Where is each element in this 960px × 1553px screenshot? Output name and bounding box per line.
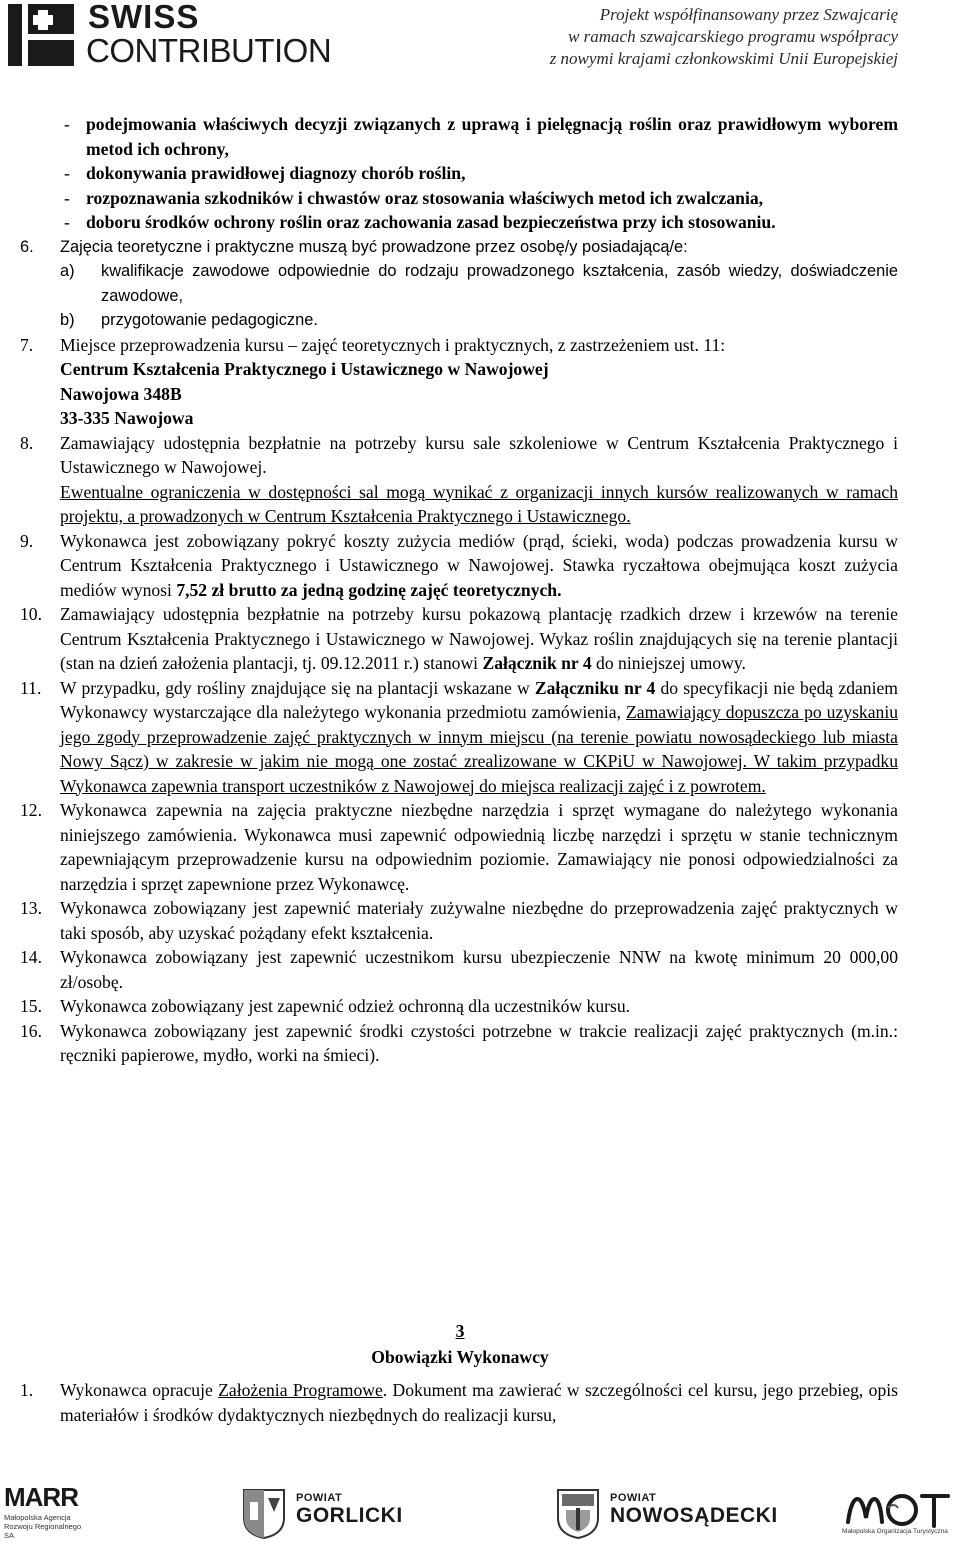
- document-body: [0, 112, 960, 1068]
- numbered-item-6: [0, 235, 960, 260]
- item-text: W przypadku, gdy rośliny znajdujące się na plantacji wskazane w: [60, 677, 535, 698]
- page-footer: [0, 1478, 960, 1552]
- powiat-label: POWIAT: [610, 1492, 657, 1504]
- item-text-cont: . Dokument ma zawierać w szczególności cel kursu, jego przebieg, opis materiałów i środków dydaktycznych niezbędnych do realizacji kursu,: [60, 1380, 899, 1425]
- item-text: Miejsce przeprowadzenia kursu – zajęć teoretycznych i praktycznych, z zastrzeżeniem ust. 11:: [60, 334, 726, 355]
- sub-item-b: [0, 308, 960, 333]
- dash-item-text: doboru środków ochrony roślin oraz zachowania zasad bezpieczeństwa przy ich stosowaniu.: [86, 212, 776, 232]
- sub-item-text: przygotowanie pedagogiczne.: [101, 311, 318, 329]
- address-line-3: 33-335 Nawojowa: [60, 408, 194, 428]
- sub-item-a: [0, 259, 960, 308]
- powiat-label: POWIAT: [296, 1492, 343, 1504]
- item-text: Wykonawca zapewnia na zajęcia praktyczne niezbędne narzędzia i sprzęt wymagane do należytego wykonania niniejszego zamówienia. Wykonawca musi zapewnić odpowiednią liczbę narzędzi i sprzętu w stanie technicznym zapewniającym przeprowadzenie kursu na odpowiednim poziomie. Zamawiający nie ponosi odpowiedzialności za narzędzia i sprzęt zapewnione przez Wykonawcę.: [60, 800, 898, 894]
- item-underlined-text: Założenia Programowe: [218, 1380, 383, 1400]
- numbered-item-15: [0, 994, 960, 1019]
- item-text: Wykonawca zobowiązany jest zapewnić odzież ochronną dla uczestników kursu.: [60, 996, 631, 1016]
- sub-item-text: kwalifikacje zawodowe odpowiednie do rodzaju prowadzonego kształcenia, zasób wiedzy, doświadczenie zawodowe,: [101, 262, 898, 305]
- powiat-name: GORLICKI: [296, 1504, 403, 1527]
- swiss-cross-icon: [8, 4, 74, 66]
- section-number: [0, 1318, 920, 1344]
- numbered-item-9: [0, 529, 960, 603]
- item-text: Zajęcia teoretyczne i praktyczne muszą być prowadzone przez osobę/y posiadającą/e:: [60, 237, 688, 256]
- item-text: Wykonawca zobowiązany jest zapewnić środki czystości potrzebne w trakcie realizacji zajęć praktycznych (m.in.: ręczniki papierowe, mydło, worki na śmieci).: [60, 1020, 898, 1065]
- section-3-body: [0, 1378, 960, 1427]
- item-text: Zamawiający udostępnia bezpłatnie na potrzeby kursu pokazową plantację rzadkich drzew i krzewów na terenie Centrum Kształcenia Praktycznego i Ustawicznego w Nawojowej. Wykaz roślin znajdujących się na terenie plantacji (stan na dzień założenia plantacji, tj. 09.12.2011 r.) stanowi: [60, 604, 898, 673]
- numbered-item-13: [0, 896, 960, 945]
- item-underlined-text: Ewentualne ograniczenia w dostępności sal mogą wynikać z organizacji innych kursów realizowanych w ramach projektu, a prowadzonych w Centrum Kształcenia Praktycznego i Ustawicznego.: [60, 481, 898, 526]
- logo-line-swiss: SWISS: [88, 0, 200, 35]
- section-3-item-1: [0, 1378, 960, 1427]
- numbered-item-10: [0, 602, 960, 676]
- numbered-item-8: [0, 431, 960, 529]
- powiat-gorlicki-logo: [242, 1482, 432, 1546]
- dash-list-item: [0, 186, 960, 211]
- powiat-name: NOWOSĄDECKI: [610, 1504, 778, 1527]
- item-number: 7.: [20, 334, 34, 355]
- sub-item-label: a): [60, 262, 75, 280]
- dash-list-item: [0, 161, 960, 186]
- item-underlined-text: Zamawiający dopuszcza po uzyskaniu jego zgody przeprowadzenie zajęć praktycznych w innym miejscu (na terenie powiatu nowosądeckiego lub miasta Nowy Sącz) w zakresie w jakim nie mogą one zostać zrealizowane w CKPiU w Nawojowej. W takim przypadku Wykonawca zapewnia transport uczestników z Nawojowej do miejsca realizacji zajęć i z powrotem.: [60, 702, 899, 796]
- item-number: 11.: [20, 677, 42, 698]
- numbered-item-12: [0, 798, 960, 896]
- item-number: 1.: [20, 1380, 34, 1400]
- item-number: 13.: [20, 898, 42, 918]
- item-text: Wykonawca zobowiązany jest zapewnić materiały zużywalne niezbędne do przeprowadzenia zajęć praktycznych w taki sposób, aby uzyskać pożądany efekt kształcenia.: [60, 898, 898, 943]
- item-number: 15.: [20, 996, 42, 1016]
- dash-bullet: -: [64, 212, 70, 232]
- swiss-contribution-logo: [8, 2, 338, 68]
- cofinancing-note-line-3: z nowymi krajami członkowskimi Unii Europejskiej: [549, 49, 898, 68]
- numbered-item-14: [0, 945, 960, 994]
- item-number: 8.: [20, 432, 34, 453]
- item-bold-text: 7,52 zł brutto za jedną godzinę zajęć teoretycznych.: [176, 579, 562, 600]
- marr-logo: [4, 1482, 84, 1542]
- item-text: Wykonawca jest zobowiązany pokryć koszty zużycia mediów (prąd, ścieki, woda) podczas prowadzenia kursu w Centrum Kształcenia Praktycznego i Ustawicznego w Nawojowej. Stawka ryczałtowa obejmująca koszt zużycia mediów wynosi: [60, 530, 898, 600]
- item-number: 10.: [20, 604, 42, 624]
- logo-line-contribution: CONTRIBUTION: [86, 32, 332, 69]
- item-number: 6.: [20, 237, 34, 256]
- dash-bullet: -: [64, 114, 70, 134]
- cofinancing-note-line-1: Projekt współfinansowany przez Szwajcarię: [599, 5, 898, 24]
- numbered-item-16: [0, 1019, 960, 1068]
- item-tail-text: do niniejszej umowy.: [591, 653, 746, 673]
- item-text-cont: do specyfikacji nie będą zdaniem Wykonawcy wystarczające dla należytego wykonania przedmiotu zamówienia,: [60, 677, 898, 722]
- sub-item-label: b): [60, 311, 75, 329]
- item-text: Zamawiający udostępnia bezpłatnie na potrzeby kursu sale szkoleniowe w Centrum Kształcenia Praktycznego i Ustawicznego w Nawojowej.: [60, 432, 898, 477]
- nowosadecki-crest-icon: [556, 1488, 600, 1540]
- mot-logo: [842, 1478, 952, 1548]
- dash-bullet: -: [64, 187, 70, 208]
- dash-item-text: podejmowania właściwych decyzji związanych z uprawą i pielęgnacją roślin oraz prawidłowym wyborem metod ich ochrony,: [86, 114, 898, 159]
- section-title: Obowiązki Wykonawcy: [371, 1347, 549, 1367]
- dash-list-item: [0, 112, 960, 161]
- gorlicki-crest-icon: [242, 1488, 286, 1540]
- dash-list-item: [0, 210, 960, 235]
- cofinancing-note: [550, 4, 898, 70]
- marr-logo-text: MARR: [4, 1482, 78, 1512]
- item-bold-text: Załącznik nr 4: [482, 653, 592, 673]
- item-number: 9.: [20, 530, 34, 551]
- item-bold-text: Załączniku nr 4: [534, 677, 656, 698]
- dash-item-text: dokonywania prawidłowej diagnozy chorób roślin,: [86, 163, 466, 183]
- dash-item-text: rozpoznawania szkodników i chwastów oraz stosowania właściwych metod ich zwalczania,: [86, 187, 764, 208]
- powiat-nowosadecki-text: [610, 1492, 778, 1528]
- dash-bullet: -: [64, 163, 70, 183]
- cofinancing-note-line-2: w ramach szwajcarskiego programu współpracy: [568, 27, 898, 46]
- item-number: 14.: [20, 947, 42, 967]
- mot-logo-subtitle: Małopolska Organizacja Turystyczna: [842, 1528, 948, 1535]
- powiat-gorlicki-text: [296, 1492, 403, 1528]
- section-number-text: 3: [455, 1321, 465, 1341]
- item-text: Wykonawca zobowiązany jest zapewnić uczestnikom kursu ubezpieczenie NNW na kwotę minimum 20 000,00 zł/osobę.: [60, 947, 898, 992]
- item-number: 12.: [20, 800, 42, 820]
- address-line-2: Nawojowa 348B: [60, 383, 182, 404]
- numbered-item-7: [0, 333, 960, 358]
- page-header: [0, 0, 960, 72]
- powiat-nowosadecki-logo: [556, 1482, 776, 1546]
- item-text: Wykonawca opracuje: [60, 1380, 219, 1400]
- marr-logo-subtitle: Małopolska Agencja Rozwoju Regionalnego SA: [4, 1513, 82, 1540]
- address-line-1: Centrum Kształcenia Praktycznego i Ustawicznego w Nawojowej: [60, 359, 549, 379]
- numbered-item-11: [0, 676, 960, 799]
- item-number: 16.: [20, 1020, 42, 1041]
